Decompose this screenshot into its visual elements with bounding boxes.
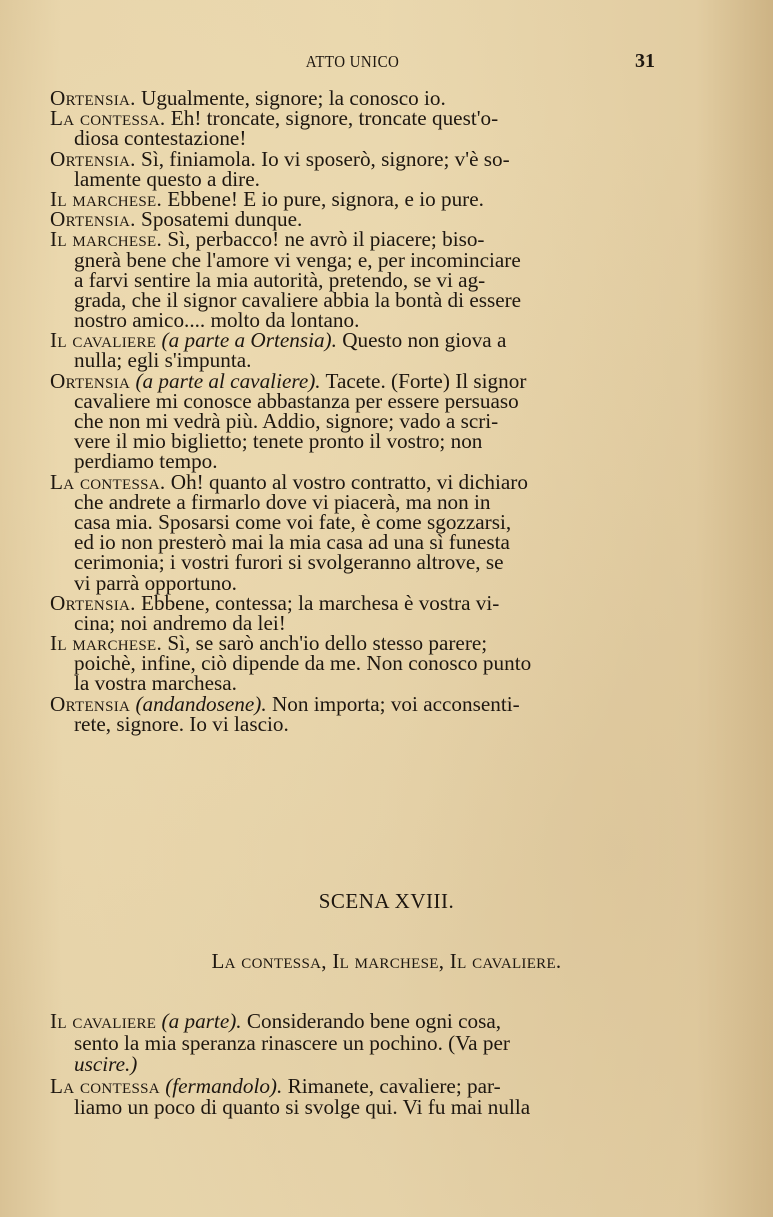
speaker-name: Il cavaliere bbox=[50, 328, 157, 353]
speech-line bbox=[50, 207, 656, 232]
speech-line: che andrete a firmarlo dove vi piacerà, ma non in bbox=[74, 489, 491, 514]
speech-line: cerimonia; i vostri furori si svolgeranno altrove, se bbox=[74, 550, 504, 575]
speaker-name: Ortensia. bbox=[50, 207, 136, 232]
speech-line bbox=[50, 1073, 656, 1098]
speech-line: grada, che il signor cavaliere abbia la bontà di essere bbox=[74, 287, 522, 312]
speech-line bbox=[50, 691, 656, 716]
stage-direction: (andandosene). bbox=[135, 691, 267, 716]
speaker-name: Ortensia bbox=[50, 368, 131, 393]
scene-title: SCENA XVIII. bbox=[318, 889, 455, 913]
speaker-name: Ortensia. bbox=[50, 590, 136, 615]
speech-line: rete, signore. Io vi lascio. bbox=[74, 711, 289, 736]
speech-line bbox=[50, 88, 656, 108]
speech-line: vere il mio biglietto; tenete pronto il vostro; non bbox=[74, 429, 483, 454]
speaker-name: Ortensia bbox=[50, 691, 131, 716]
speech-line: cina; noi andremo da lei! bbox=[74, 610, 286, 635]
stage-direction: (a parte a Ortensia). bbox=[161, 328, 337, 353]
speaker-name: Ortensia. bbox=[50, 146, 136, 171]
speaker-name: La contessa bbox=[50, 1073, 160, 1098]
speech-text: Ebbene, contessa; la marchesa è vostra vi- bbox=[141, 590, 500, 615]
speech-line: la vostra marchesa. bbox=[74, 671, 237, 696]
speech-line: nostro amico.... molto da lontano. bbox=[74, 308, 360, 333]
speech-line bbox=[50, 186, 656, 211]
speech-line bbox=[50, 146, 656, 171]
speech-line bbox=[50, 368, 656, 393]
scene-dialogue-block bbox=[50, 1011, 656, 1119]
speech-line: che non mi vedrà più. Addio, signore; vado a scri- bbox=[74, 409, 499, 433]
speech-line bbox=[50, 1011, 656, 1033]
speech-line: casa mia. Sposarsi come voi fate, è come sgozzarsi, bbox=[74, 509, 512, 534]
speech-line: uscire.) bbox=[74, 1052, 138, 1076]
speaker-name: Il marchese. bbox=[50, 631, 163, 656]
speech-line bbox=[50, 227, 656, 252]
running-head bbox=[50, 50, 655, 78]
speech-line: vi parrà opportuno. bbox=[74, 570, 237, 595]
speech-text: Tacete. (Forte) Il signor bbox=[325, 368, 527, 393]
scene-characters: La contessa, Il marchese, Il cavaliere. bbox=[211, 949, 562, 973]
speaker-name: Ortensia. bbox=[50, 86, 136, 110]
speech-line: diosa contestazione! bbox=[74, 126, 247, 151]
speech-line bbox=[50, 328, 656, 353]
speech-text: Sì, se sarò anch'io dello stesso parere; bbox=[167, 631, 488, 656]
speech-text: Sì, finiamola. Io vi sposerò, signore; v'è so- bbox=[141, 146, 510, 171]
speech-line: poichè, infine, ciò dipende da me. Non conosco punto bbox=[74, 651, 532, 676]
speaker-name: Il marchese. bbox=[50, 227, 163, 252]
speech-line: nulla; egli s'impunta. bbox=[74, 348, 252, 373]
stage-direction: (a parte). bbox=[161, 1009, 242, 1033]
page-number: 31 bbox=[635, 50, 655, 72]
stage-direction: (fermandolo). bbox=[165, 1073, 283, 1098]
speech-line: a farvi sentire la mia autorità, pretendo, se vi ag- bbox=[74, 267, 486, 292]
speech-text: Rimanete, cavaliere; par- bbox=[287, 1073, 501, 1098]
speech-line bbox=[50, 469, 656, 494]
speech-line: lamente questo a dire. bbox=[74, 166, 260, 191]
speech-line bbox=[50, 590, 656, 615]
dialogue-block bbox=[50, 88, 656, 734]
speech-text: Considerando bene ogni cosa, bbox=[246, 1009, 502, 1033]
speech-text: Non importa; voi acconsenti- bbox=[271, 691, 520, 716]
speaker-name: La contessa. bbox=[50, 106, 166, 131]
running-title: ATTO UNICO bbox=[305, 52, 400, 71]
speech-text: Sposatemi dunque. bbox=[141, 207, 303, 232]
speaker-name: Il marchese. bbox=[50, 186, 163, 211]
speech-line bbox=[50, 631, 656, 656]
speech-line: cavaliere mi conosce abbastanza per essere persuaso bbox=[74, 388, 519, 413]
speech-line: liamo un poco di quanto si svolge qui. Vi fu mai nulla bbox=[74, 1095, 531, 1119]
speech-text: Oh! quanto al vostro contratto, vi dichiaro bbox=[170, 469, 528, 494]
speaker-name: La contessa. bbox=[50, 469, 166, 494]
speech-line bbox=[50, 106, 656, 131]
speech-text: Ugualmente, signore; la conosco io. bbox=[141, 86, 446, 110]
speech-text: Eh! troncate, signore, troncate quest'o- bbox=[170, 106, 499, 131]
stage-direction: (a parte al cavaliere). bbox=[135, 368, 321, 393]
speech-line: ed io non presterò mai la mia casa ad una sì funesta bbox=[74, 530, 510, 555]
speech-text: Ebbene! E io pure, signora, e io pure. bbox=[167, 186, 484, 211]
speech-line: gnerà bene che l'amore vi venga; e, per incominciare bbox=[74, 247, 521, 272]
speaker-name: Il cavaliere bbox=[50, 1009, 157, 1033]
speech-text: Sì, perbacco! ne avrò il piacere; biso- bbox=[167, 227, 485, 252]
speech-line: perdiamo tempo. bbox=[74, 449, 218, 474]
speech-line: sento la mia speranza rinascere un pochino. (Va per bbox=[74, 1030, 510, 1055]
speech-text: Questo non giova a bbox=[342, 328, 507, 353]
